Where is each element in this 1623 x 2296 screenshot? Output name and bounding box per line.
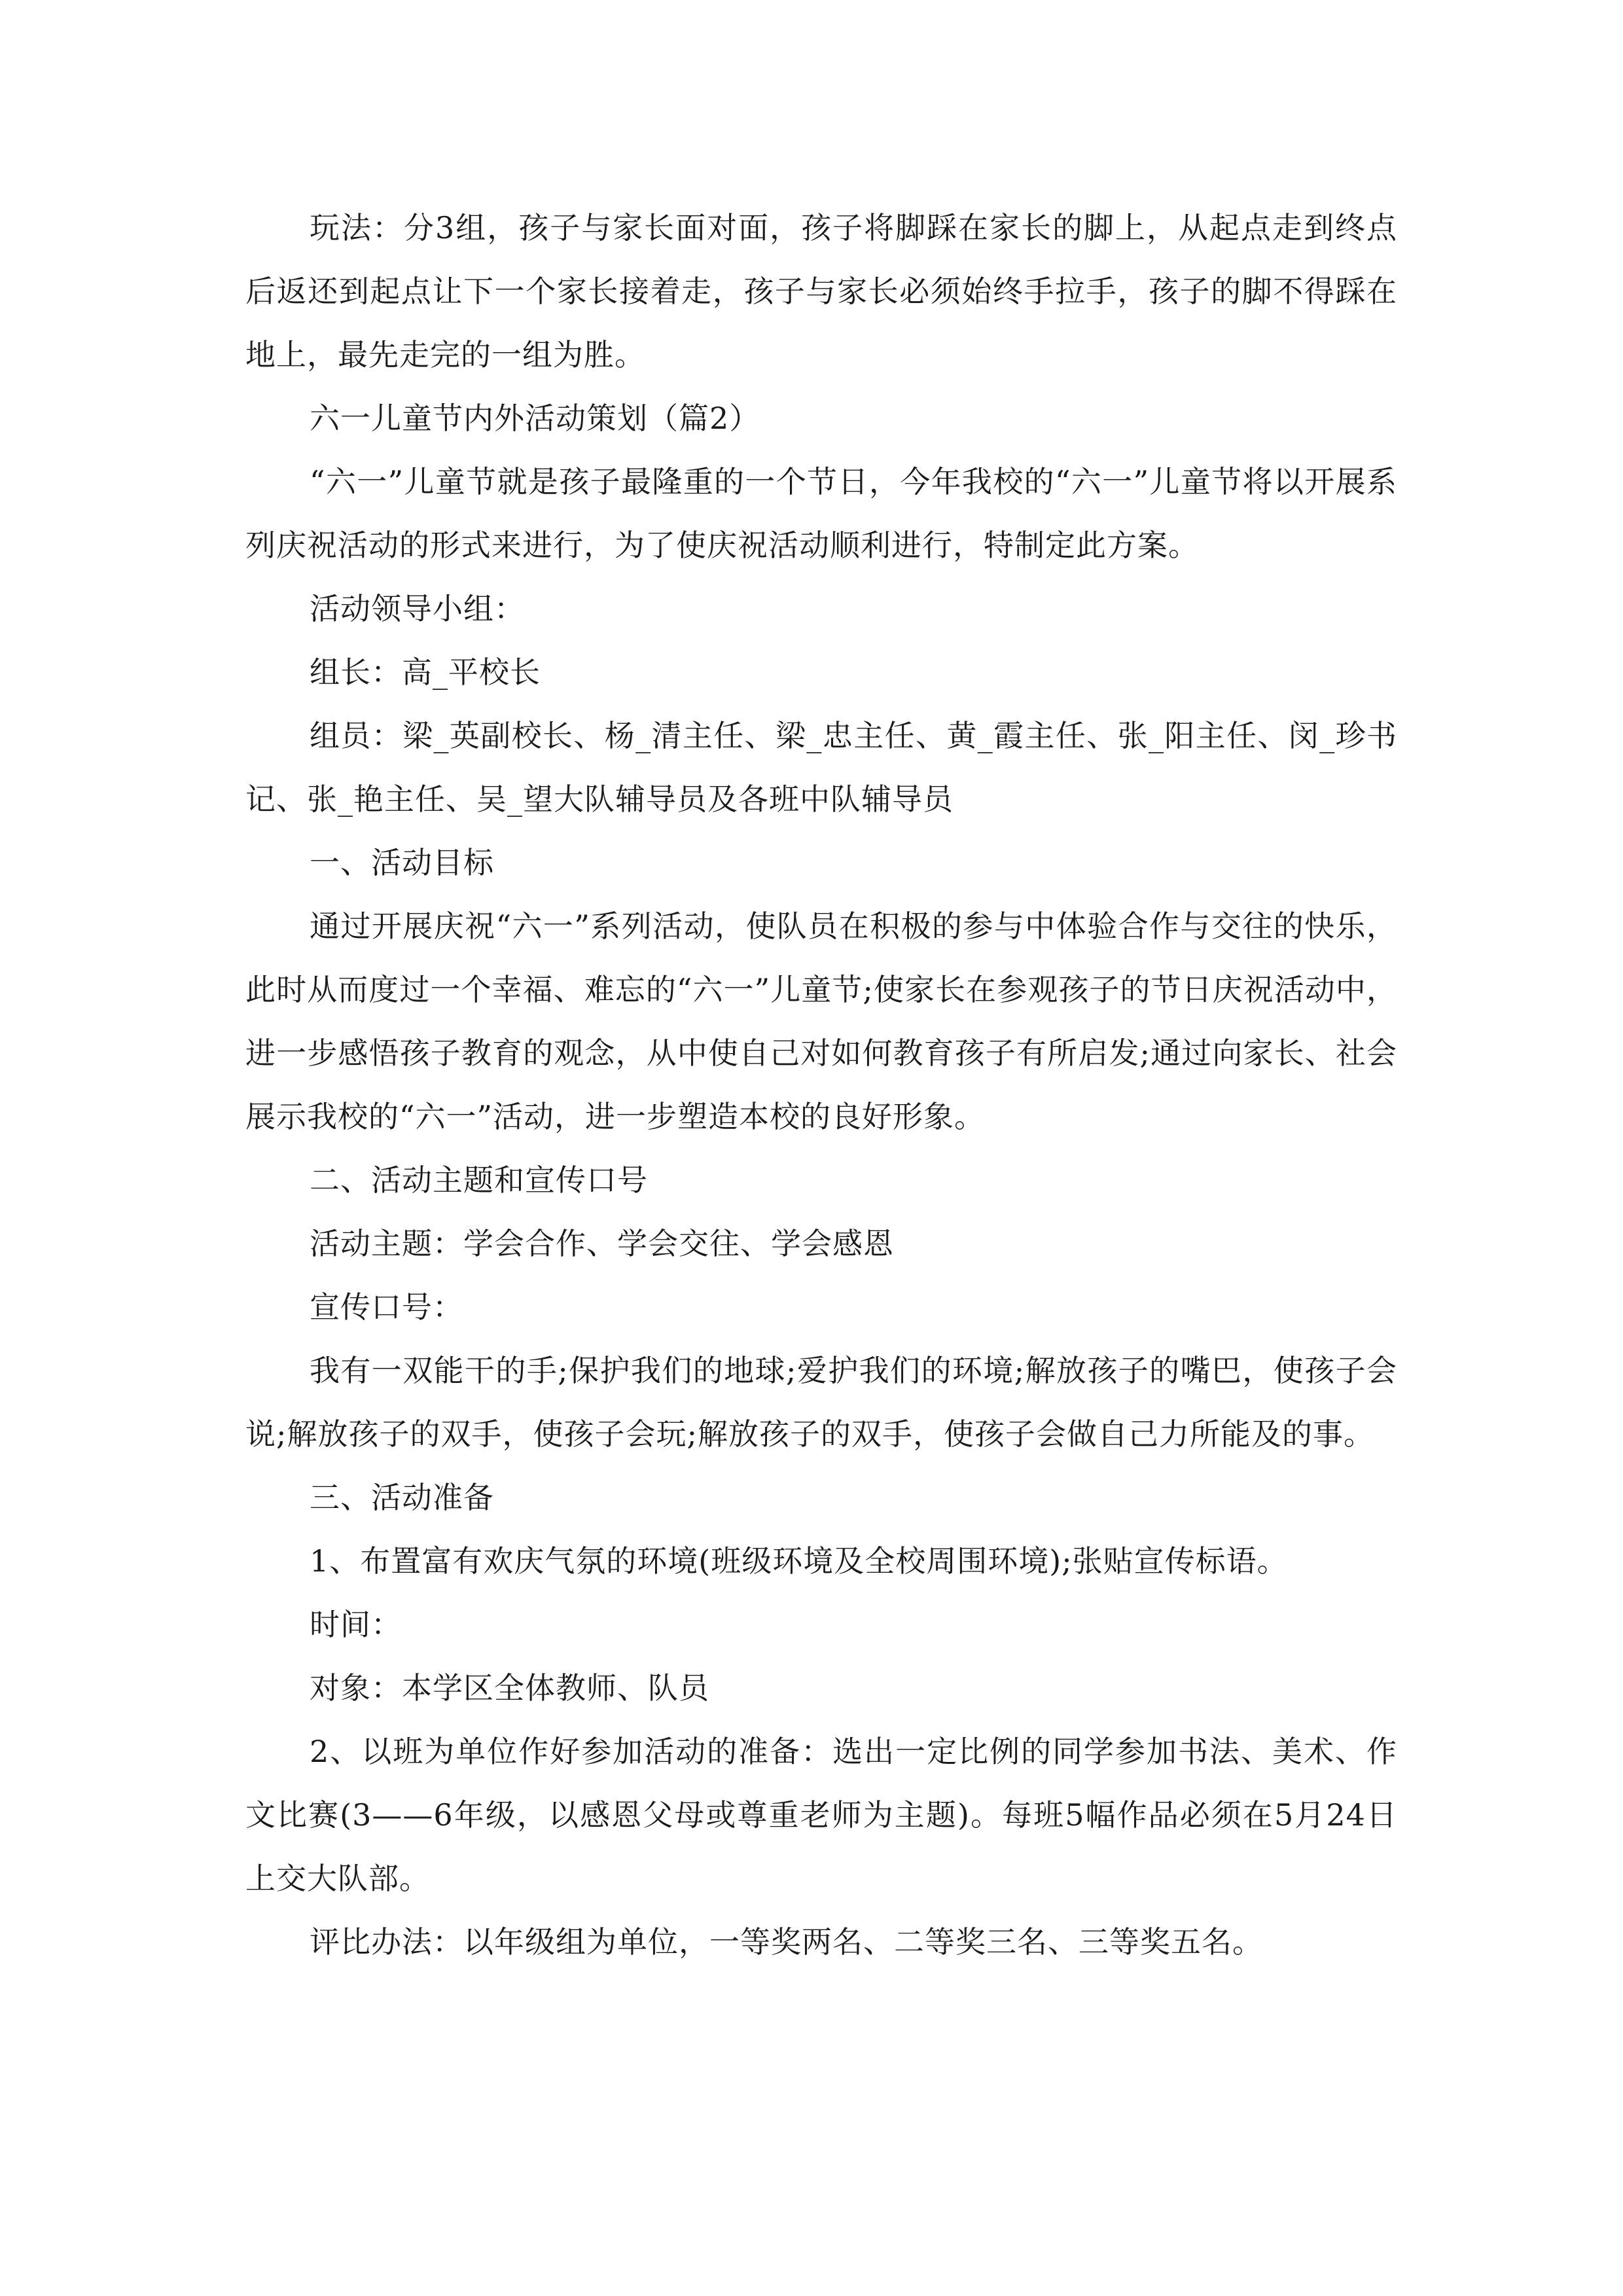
heading-slogan: 宣传口号： — [310, 1289, 463, 1325]
paragraph-judging-method: 评比办法：以年级组为单位，一等奖两名、二等奖三名、三等奖五名。 — [310, 1924, 1263, 1960]
paragraph-group-members: 组员：梁_英副校长、杨_清主任、梁_忠主任、黄_霞主任、张_阳主任、闵_珍书记、张_艳主任、吴_望大队辅导员及各班中队辅导员 — [245, 718, 1398, 817]
paragraph-preparation-2: 2、以班为单位作好参加活动的准备：选出一定比例的同学参加书法、美术、作文比赛(3——6年级，以感恩父母或尊重老师为主题)。每班5幅作品必须在5月24日上交大队部。 — [245, 1734, 1397, 1896]
document-page — [245, 196, 1397, 1974]
paragraph-activity-goals: 通过开展庆祝“六一”系列活动，使队员在积极的参与中体验合作与交往的快乐，此时从而度过一个幸福、难忘的“六一”儿童节;使家长在参观孩子的节日庆祝活动中，进一步感悟孩子教育的观念，从中使自己对如何教育孩子有所启发;通过向家长、社会展示我校的“六一”活动，进一步塑造本校的良好形象。 — [245, 908, 1397, 1134]
paragraph-participants: 对象：本学区全体教师、队员 — [310, 1670, 709, 1706]
paragraph-time: 时间： — [310, 1607, 402, 1642]
heading-theme-and-slogan: 二、活动主题和宣传口号 — [310, 1162, 648, 1198]
paragraph-introduction: “六一”儿童节就是孩子最隆重的一个节日，今年我校的“六一”儿童节将以开展系列庆祝活动的形式来进行，为了使庆祝活动顺利进行，特制定此方案。 — [245, 464, 1397, 563]
paragraph-slogan: 我有一双能干的手;保护我们的地球;爱护我们的环境;解放孩子的嘴巴，使孩子会说;解放孩子的双手，使孩子会玩;解放孩子的双手，使孩子会做自己力所能及的事。 — [245, 1353, 1397, 1452]
paragraph-preparation-1: 1、布置富有欢庆气氛的环境(班级环境及全校周围环境);张贴宣传标语。 — [310, 1543, 1288, 1579]
heading-activity-goals: 一、活动目标 — [310, 845, 494, 880]
paragraph-activity-theme: 活动主题：学会合作、学会交往、学会感恩 — [310, 1226, 894, 1261]
heading-preparation: 三、活动准备 — [310, 1480, 494, 1515]
section-heading-part-2: 六一儿童节内外活动策划（篇2） — [310, 401, 760, 436]
heading-leadership-group: 活动领导小组： — [310, 591, 525, 626]
paragraph-group-leader: 组长：高_平校长 — [310, 655, 541, 690]
paragraph-game-rules: 玩法：分3组，孩子与家长面对面，孩子将脚踩在家长的脚上，从起点走到终点后返还到起点让下一个家长接着走，孩子与家长必须始终手拉手，孩子的脚不得踩在地上，最先走完的一组为胜。 — [245, 210, 1397, 372]
